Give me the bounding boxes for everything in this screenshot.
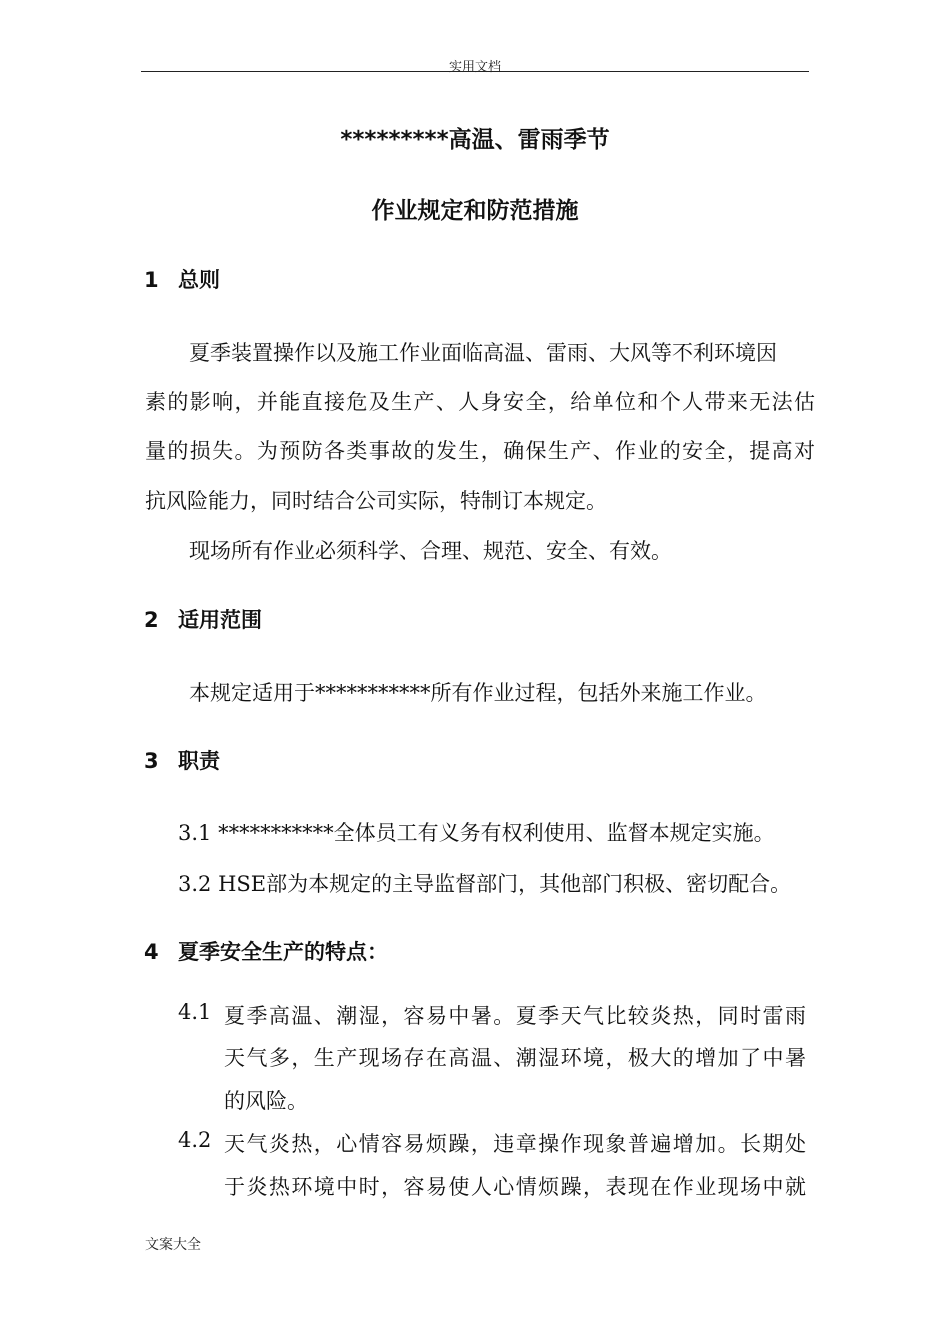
section-number: 1 xyxy=(144,268,159,292)
section-number: 3 xyxy=(144,749,159,773)
paragraph-line: 量的损失。为预防各类事故的发生，确保生产、作业的安全，提高对 xyxy=(145,439,815,463)
feature-item-line: 于炎热环境中时，容易使人心情烦躁，表现在作业现场中就 xyxy=(224,1175,806,1199)
section-title: 适用范围 xyxy=(178,608,262,632)
responsibility-item: 3.1 ***********全体员工有义务有权利使用、监督本规定实施。 xyxy=(178,821,775,845)
feature-item-number: 4.1 xyxy=(178,1000,212,1024)
document-title-line2: 作业规定和防范措施 xyxy=(371,198,579,224)
feature-item-line: 夏季高温、潮湿，容易中暑。夏季天气比较炎热，同时雷雨 xyxy=(224,1004,806,1028)
document-title-line1: *********高温、雷雨季节 xyxy=(340,127,610,153)
section-title: 夏季安全生产的特点： xyxy=(178,940,388,964)
paragraph-line: 抗风险能力，同时结合公司实际，特制订本规定。 xyxy=(145,489,607,513)
page-header: 实用文档 xyxy=(448,60,501,75)
paragraph-line: 夏季装置操作以及施工作业面临高温、雷雨、大风等不利环境因 xyxy=(189,341,777,365)
responsibility-item: 3.2 HSE部为本规定的主导监督部门，其他部门积极、密切配合。 xyxy=(178,872,792,896)
section-number: 2 xyxy=(144,608,159,632)
scope-paragraph: 本规定适用于***********所有作业过程，包括外来施工作业。 xyxy=(189,681,767,705)
header-rule xyxy=(141,71,809,72)
feature-item-line: 天气炎热，心情容易烦躁，违章操作现象普遍增加。长期处 xyxy=(224,1132,806,1156)
section-title: 职责 xyxy=(178,749,220,773)
feature-item-line: 天气多，生产现场存在高温、潮湿环境，极大的增加了中暑 xyxy=(224,1046,806,1070)
feature-item-number: 4.2 xyxy=(178,1128,212,1152)
feature-item-line: 的风险。 xyxy=(224,1089,308,1113)
paragraph-line: 现场所有作业必须科学、合理、规范、安全、有效。 xyxy=(189,539,672,563)
section-heading-4 xyxy=(144,936,388,966)
section-number: 4 xyxy=(144,940,159,964)
page-footer: 文案大全 xyxy=(145,1237,201,1253)
section-title: 总则 xyxy=(178,268,220,292)
section-heading-3 xyxy=(144,745,220,775)
paragraph-line: 素的影响，并能直接危及生产、人身安全，给单位和个人带来无法估 xyxy=(145,390,815,414)
section-heading-2 xyxy=(144,604,262,634)
section-heading-1 xyxy=(144,264,220,294)
